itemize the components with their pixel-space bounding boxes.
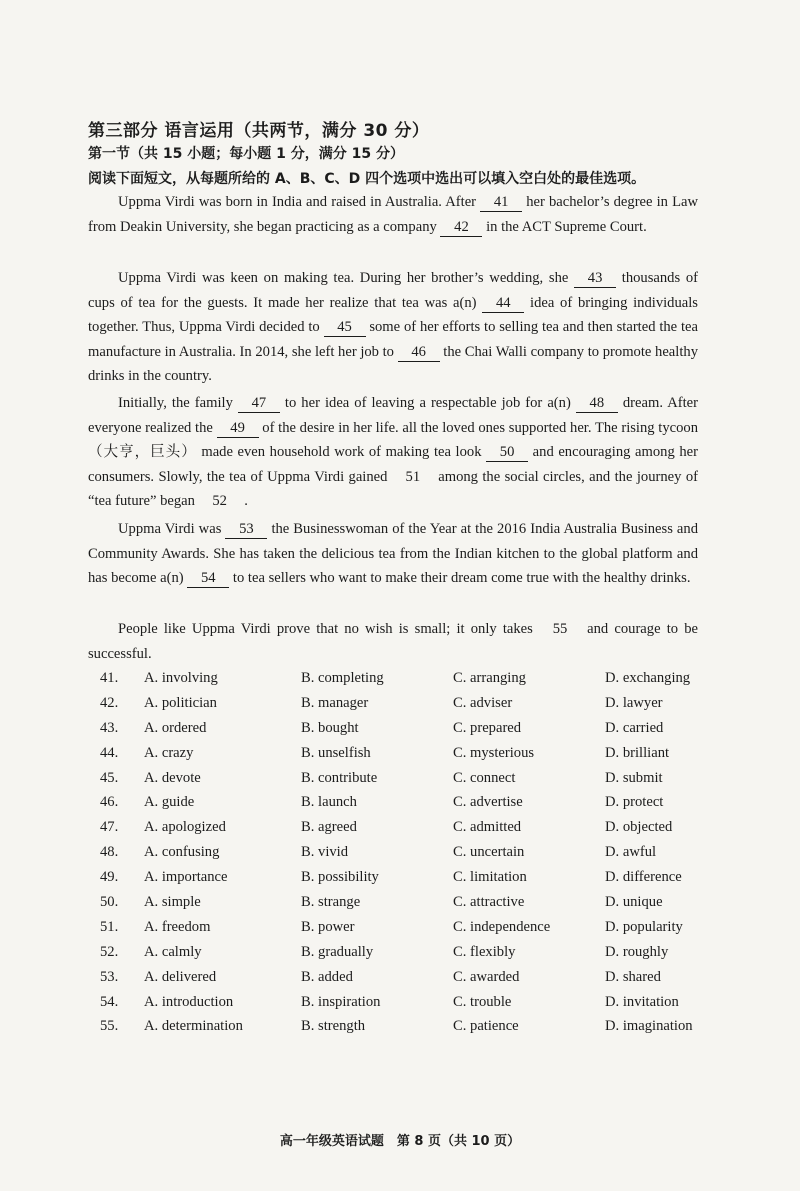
option-b: B. unselfish [301,744,371,761]
question-number: 52. [100,943,119,960]
option-a: A. politician [144,694,217,711]
option-c: C. advertise [453,794,523,811]
option-d: D. lawyer [605,694,663,711]
option-c: C. adviser [453,694,513,711]
option-b: B. power [301,918,355,935]
passage-text: thousands of cups of tea for the guests. It made her realize that tea was a(n) [88,270,698,311]
option-d: D. brilliant [605,744,670,761]
blank-50: 50 [486,444,528,462]
option-d: D. roughly [605,943,669,960]
option-row [100,691,720,716]
option-b: B. manager [301,694,369,711]
option-c: C. independence [453,918,551,935]
option-a: A. devote [144,769,201,786]
blank-43: 43 [574,270,616,288]
passage-text: and courage to be successful. [88,621,698,662]
option-a: A. guide [144,794,195,811]
option-a: A. importance [144,869,228,886]
option-a: A. delivered [144,968,217,985]
option-b: B. vivid [301,844,349,861]
question-number: 54. [100,993,119,1010]
option-b: B. contribute [301,769,378,786]
blank-54: 54 [187,570,229,588]
passage-text: of the desire in her life. all the loved ones supported her. The rising tycoon（大亨，巨头） made even household work of making tea look [88,419,698,461]
option-a: A. freedom [144,918,211,935]
question-number: 41. [100,669,119,686]
option-d: D. invitation [605,993,679,1010]
option-a: A. involving [144,669,218,686]
option-a: A. confusing [144,844,220,861]
blank-47: 47 [238,395,280,413]
passage-text: among the social circles, and the journey of “tea future” began [88,468,698,510]
blank-51: 51 [405,468,421,485]
option-row [100,666,720,691]
option-c: C. awarded [453,968,520,985]
passage-paragraph-3 [88,391,698,514]
option-row [100,865,720,890]
option-b: B. strength [301,1018,366,1035]
option-d: D. difference [605,869,682,886]
question-number: 49. [100,869,119,886]
option-a: A. introduction [144,993,234,1010]
passage-text: in the ACT Supreme Court. [482,218,647,235]
question-number: 46. [100,794,119,811]
question-number: 48. [100,844,119,861]
blank-42: 42 [440,219,482,237]
option-b: B. strange [301,893,361,910]
option-b: B. inspiration [301,993,381,1010]
passage-text: the Chai Walli company to promote healthy drinks in the country. [88,343,698,385]
option-c: C. trouble [453,993,512,1010]
option-row [100,766,720,791]
passage-text: Uppma Virdi was [118,521,226,537]
question-number: 55. [100,1018,119,1035]
option-a: A. apologized [144,819,226,836]
option-d: D. unique [605,893,663,910]
blank-49: 49 [217,420,259,438]
option-row [100,790,720,815]
option-row [100,741,720,766]
passage-paragraph-1 [88,190,698,239]
blank-52: 52 [212,493,227,510]
blank-46: 46 [398,344,440,362]
option-b: B. agreed [301,819,357,836]
question-number: 42. [100,694,119,711]
passage-text: Initially, the family [118,395,238,411]
option-c: C. patience [453,1018,519,1035]
options-table [100,666,720,1039]
passage-text: her bachelor’s degree in Law from Deakin University, she began practicing as a company [88,194,698,235]
option-row [100,890,720,915]
passage-text: Uppma Virdi was keen on making tea. During her brother’s wedding, she [118,270,575,286]
option-row [100,840,720,865]
section-title: 第一节（共 15 小题；每小题 1 分，满分 15 分） [88,146,404,162]
blank-53: 53 [225,521,267,539]
instruction-text: 阅读下面短文，从每题所给的 A、B、C、D 四个选项中选出可以填入空白处的最佳选项。 [88,171,646,187]
part-title: 第三部分 语言运用（共两节，满分 30 分） [88,121,430,141]
blank-44: 44 [482,295,524,313]
option-d: D. submit [605,769,663,786]
option-row [100,1014,720,1039]
option-a: A. crazy [144,744,194,761]
passage-text: dream. After everyone realized the [88,395,698,436]
question-number: 50. [100,893,119,910]
option-d: D. objected [605,819,673,836]
passage-text: to her idea of leaving a respectable job for a(n) [279,395,576,411]
question-number: 47. [100,819,119,836]
passage-text: Uppma Virdi was born in India and raised in Australia. After [118,194,481,210]
passage-text: the Businesswoman of the Year at the 2016 India Australia Business and Community Awards. She has taken the delicious tea from the Indian kitchen to the global platform and has become a(n) [88,521,698,587]
option-row [100,965,720,990]
passage-text: . [240,493,248,510]
blank-55: 55 [552,621,568,637]
option-d: D. imagination [605,1018,693,1035]
passage-paragraph-4 [88,517,698,591]
blank-41: 41 [480,194,522,212]
option-c: C. uncertain [453,844,525,861]
option-b: B. possibility [301,869,379,886]
option-b: B. completing [301,669,384,686]
option-c: C. limitation [453,869,527,886]
option-d: D. shared [605,968,661,985]
option-c: C. admitted [453,819,522,836]
blank-45: 45 [324,319,366,337]
option-row [100,815,720,840]
option-a: A. calmly [144,943,202,960]
option-row [100,990,720,1015]
option-a: A. determination [144,1018,243,1035]
passage-text: idea of bringing individuals together. Thus, Uppma Virdi decided to [88,294,698,336]
option-c: C. connect [453,769,516,786]
question-number: 43. [100,719,119,736]
question-number: 53. [100,968,119,985]
blank-48: 48 [576,395,618,413]
passage-text: and encouraging among her consumers. Slowly, the tea of Uppma Virdi gained [88,444,698,485]
passage-text: some of her efforts to selling tea and then started the tea manufacture in Australia. In 2014, she left her job to [88,319,698,360]
passage-text: to tea sellers who want to make their dream come true with the healthy drinks. [229,570,691,587]
option-c: C. mysterious [453,744,535,761]
option-row [100,716,720,741]
question-number: 44. [100,744,119,761]
option-c: C. flexibly [453,943,516,960]
option-b: B. bought [301,719,359,736]
option-c: C. arranging [453,669,526,686]
option-d: D. protect [605,794,664,811]
option-d: D. popularity [605,918,683,935]
option-row [100,940,720,965]
passage-paragraph-5 [88,617,698,666]
page-footer: 高一年级英语试题 第 8 页（共 10 页） [279,1134,521,1149]
option-b: B. launch [301,794,357,811]
option-c: C. prepared [453,719,522,736]
question-number: 51. [100,918,119,935]
option-b: B. gradually [301,943,374,960]
passage-paragraph-2 [88,266,698,389]
passage-text: People like Uppma Virdi prove that no wish is small; it only takes [118,621,539,637]
option-a: A. simple [144,893,201,910]
option-a: A. ordered [144,719,207,736]
option-d: D. awful [605,844,657,861]
option-b: B. added [301,968,353,985]
option-row [100,915,720,940]
option-d: D. carried [605,719,664,736]
option-d: D. exchanging [605,669,691,686]
question-number: 45. [100,769,119,786]
option-c: C. attractive [453,893,525,910]
